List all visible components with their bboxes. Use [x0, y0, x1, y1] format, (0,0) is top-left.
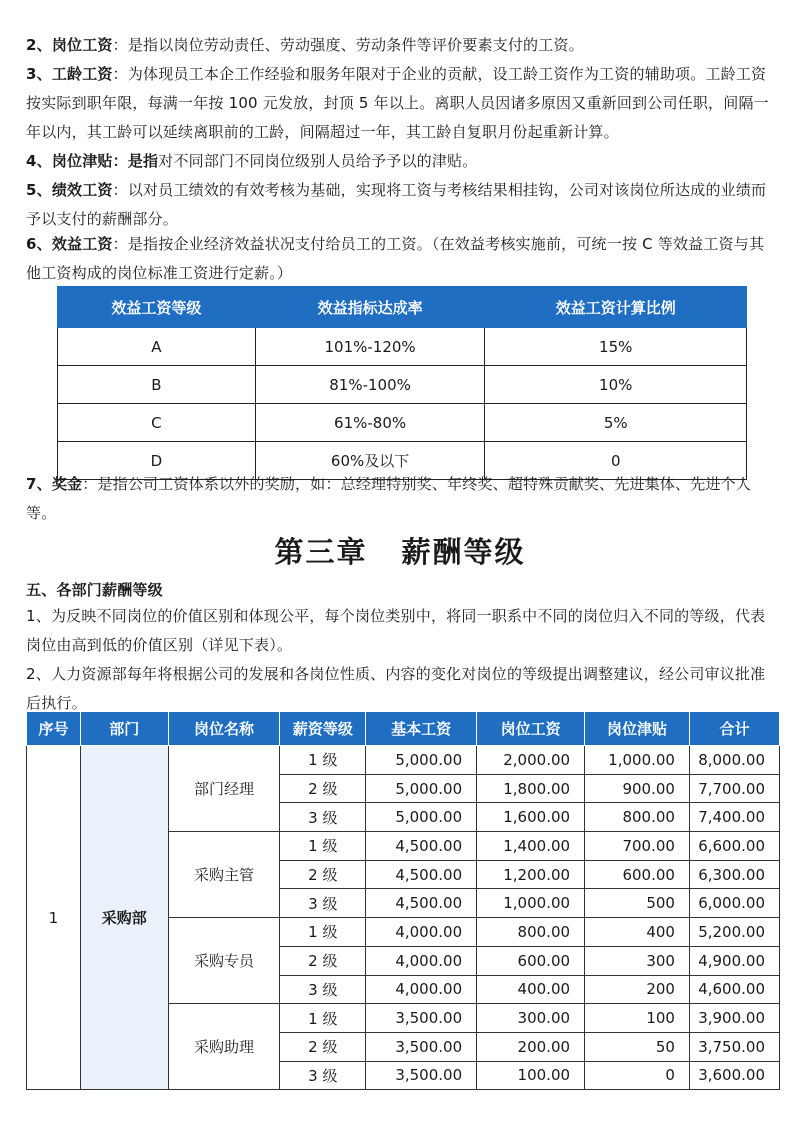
base-salary: 3,500.00 — [366, 1032, 477, 1061]
table-row — [58, 404, 747, 442]
header-base-salary: 基本工资 — [366, 712, 477, 746]
benefit-grade: D — [58, 442, 256, 480]
base-salary: 4,000.00 — [366, 946, 477, 975]
total: 4,900.00 — [689, 946, 779, 975]
allowance: 300 — [585, 946, 690, 975]
benefit-salary-table — [57, 286, 747, 480]
total: 6,600.00 — [689, 832, 779, 861]
header-position-salary: 岗位工资 — [477, 712, 585, 746]
position-salary: 1,000.00 — [477, 889, 585, 918]
allowance: 100 — [585, 1004, 690, 1033]
intro-item-text: ：是指按企业经济效益状况支付给员工的工资。（在效益考核实施前，可统一按 C 等效益工资与其他工资构成的岗位标准工资进行定薪。） — [26, 235, 765, 282]
intro-item-text: ：以对员工绩效的有效考核为基础，实现将工资与考核结果相挂钩，公司对该岗位所达成的业绩而予以支付的薪酬部分。 — [26, 181, 767, 228]
intro-item-text: ：是指以岗位劳动责任、劳动强度、劳动条件等评价要素支付的工资。 — [112, 36, 584, 54]
intro-item-3 — [26, 60, 778, 147]
base-salary: 3,500.00 — [366, 1004, 477, 1033]
benefit-grade: A — [58, 328, 256, 366]
allowance: 1,000.00 — [585, 746, 690, 775]
position-salary: 300.00 — [477, 1004, 585, 1033]
position-name: 采购专员 — [168, 918, 280, 1004]
header-total: 合计 — [689, 712, 779, 746]
grade: 1 级 — [280, 746, 366, 775]
grade: 2 级 — [280, 774, 366, 803]
intro-item-label: 4、岗位津贴：是指 — [26, 152, 159, 170]
salary-table-header-row — [27, 712, 780, 746]
base-salary: 4,000.00 — [366, 975, 477, 1004]
benefit-grade: B — [58, 366, 256, 404]
base-salary: 5,000.00 — [366, 746, 477, 775]
benefit-ratio: 10% — [485, 366, 747, 404]
section-paragraph-1: 1、为反映不同岗位的价值区别和体现公平，每个岗位类别中，将同一职系中不同的岗位归入不同的等级，代表岗位由高到低的价值区别（详见下表）。 — [26, 607, 766, 654]
benefit-header-grade: 效益工资等级 — [58, 287, 256, 328]
benefit-ratio: 0 — [485, 442, 747, 480]
table-row — [27, 746, 780, 775]
bonus-item — [26, 470, 778, 528]
section-paragraph-2: 2、人力资源部每年将根据公司的发展和各岗位性质、内容的变化对岗位的等级提出调整建议，经公司审议批准后执行。 — [26, 665, 766, 712]
total: 7,400.00 — [689, 803, 779, 832]
table-row — [58, 328, 747, 366]
total: 3,600.00 — [689, 1061, 779, 1090]
grade: 3 级 — [280, 975, 366, 1004]
position-salary: 600.00 — [477, 946, 585, 975]
intro-item-2 — [26, 31, 778, 60]
allowance: 900.00 — [585, 774, 690, 803]
total: 7,700.00 — [689, 774, 779, 803]
total: 3,900.00 — [689, 1004, 779, 1033]
intro-item-5 — [26, 176, 778, 234]
total: 6,300.00 — [689, 860, 779, 889]
department-salary-table — [26, 711, 780, 1090]
position-salary: 1,200.00 — [477, 860, 585, 889]
position-name: 采购主管 — [168, 832, 280, 918]
position-salary: 2,000.00 — [477, 746, 585, 775]
total: 5,200.00 — [689, 918, 779, 947]
allowance: 0 — [585, 1061, 690, 1090]
base-salary: 4,500.00 — [366, 832, 477, 861]
position-salary: 1,400.00 — [477, 832, 585, 861]
table-row — [58, 366, 747, 404]
base-salary: 5,000.00 — [366, 803, 477, 832]
allowance: 200 — [585, 975, 690, 1004]
header-allowance: 岗位津贴 — [585, 712, 690, 746]
position-salary: 400.00 — [477, 975, 585, 1004]
intro-item-label: 2、岗位工资 — [26, 36, 113, 54]
bonus-label: 7、奖金 — [26, 475, 83, 493]
position-salary: 200.00 — [477, 1032, 585, 1061]
benefit-grade: C — [58, 404, 256, 442]
allowance: 400 — [585, 918, 690, 947]
benefit-rate: 81%-100% — [255, 366, 485, 404]
allowance: 700.00 — [585, 832, 690, 861]
grade: 2 级 — [280, 946, 366, 975]
grade: 1 级 — [280, 832, 366, 861]
allowance: 600.00 — [585, 860, 690, 889]
base-salary: 3,500.00 — [366, 1061, 477, 1090]
position-name: 采购助理 — [168, 1004, 280, 1090]
intro-item-4 — [26, 147, 778, 176]
base-salary: 4,500.00 — [366, 889, 477, 918]
allowance: 800.00 — [585, 803, 690, 832]
row-index: 1 — [27, 746, 81, 1090]
grade: 3 级 — [280, 889, 366, 918]
base-salary: 4,500.00 — [366, 860, 477, 889]
bonus-text: ：是指公司工资体系以外的奖励，如：总经理特别奖、年终奖、超特殊贡献奖、先进集体、先进个人等。 — [26, 475, 752, 522]
benefit-rate: 61%-80% — [255, 404, 485, 442]
intro-item-label: 3、工龄工资 — [26, 65, 113, 83]
total: 8,000.00 — [689, 746, 779, 775]
allowance: 50 — [585, 1032, 690, 1061]
benefit-ratio: 15% — [485, 328, 747, 366]
department-name: 采购部 — [80, 746, 168, 1090]
benefit-header-rate: 效益指标达成率 — [255, 287, 485, 328]
base-salary: 4,000.00 — [366, 918, 477, 947]
position-salary: 100.00 — [477, 1061, 585, 1090]
benefit-table-header-row — [58, 287, 747, 328]
position-salary: 1,600.00 — [477, 803, 585, 832]
grade: 2 级 — [280, 1032, 366, 1061]
intro-item-text: ：为体现员工本企工作经验和服务年限对于企业的贡献，设工龄工资作为工资的辅助项。工龄工资按实际到职年限，每满一年按 100 元发放，封顶 5 年以上。离职人员因诸多原因又重新回到公司任职，间隔一年以内，其工龄可以延续离职前的工龄，间隔超过一年，其工龄自复职月份起重新计算。 — [26, 65, 769, 141]
intro-item-6 — [26, 230, 778, 288]
grade: 3 级 — [280, 1061, 366, 1090]
total: 3,750.00 — [689, 1032, 779, 1061]
intro-item-text: 对不同部门不同岗位级别人员给予予以的津贴。 — [158, 152, 478, 170]
chapter-name: 薪酬等级 — [401, 535, 526, 569]
header-department: 部门 — [80, 712, 168, 746]
header-position: 岗位名称 — [168, 712, 280, 746]
intro-item-label: 6、效益工资 — [26, 235, 113, 253]
grade: 3 级 — [280, 803, 366, 832]
grade: 1 级 — [280, 918, 366, 947]
header-index: 序号 — [27, 712, 81, 746]
header-grade: 薪资等级 — [280, 712, 366, 746]
benefit-header-ratio: 效益工资计算比例 — [485, 287, 747, 328]
total: 6,000.00 — [689, 889, 779, 918]
position-name: 部门经理 — [168, 746, 280, 832]
total: 4,600.00 — [689, 975, 779, 1004]
base-salary: 5,000.00 — [366, 774, 477, 803]
allowance: 500 — [585, 889, 690, 918]
benefit-rate: 101%-120% — [255, 328, 485, 366]
position-salary: 1,800.00 — [477, 774, 585, 803]
position-salary: 800.00 — [477, 918, 585, 947]
benefit-rate: 60%及以下 — [255, 442, 485, 480]
chapter-number: 第三章 — [274, 535, 368, 569]
grade: 1 级 — [280, 1004, 366, 1033]
grade: 2 级 — [280, 860, 366, 889]
chapter-title — [0, 530, 800, 571]
section-title: 五、各部门薪酬等级 — [26, 581, 163, 599]
intro-item-label: 5、绩效工资 — [26, 181, 113, 199]
benefit-ratio: 5% — [485, 404, 747, 442]
